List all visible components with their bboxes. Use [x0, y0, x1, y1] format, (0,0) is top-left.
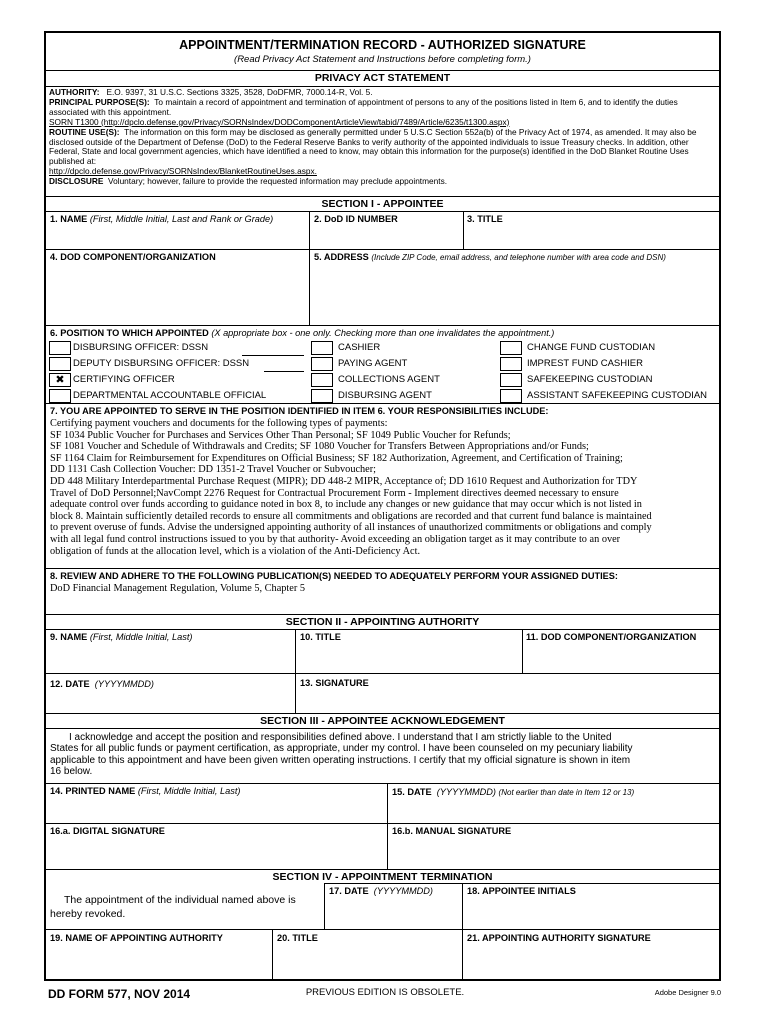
position-departmental-accountable: DEPARTMENTAL ACCOUNTABLE OFFICIAL [73, 390, 267, 401]
position-cashier: CASHIER [338, 342, 381, 353]
divider [46, 196, 719, 197]
responsibility-line: Certifying payment vouchers and documents for the following types of payments: [50, 418, 388, 429]
field-3-title[interactable]: 3. TITLE [467, 214, 503, 224]
field-6-position: 6. POSITION TO WHICH APPOINTED (X appropriate box - one only. Checking more than one invalidates the appointment.) [50, 328, 555, 338]
privacy-heading: PRIVACY ACT STATEMENT [314, 72, 451, 84]
position-safekeeping: SAFEKEEPING CUSTODIAN [527, 374, 653, 385]
divider [324, 883, 719, 884]
field-16b-manual-signature[interactable]: 16.b. MANUAL SIGNATURE [392, 826, 512, 836]
position-disbursing-agent: DISBURSING AGENT [338, 390, 432, 401]
responsibility-line: adequate control over funds according to guidance noted in box 8, to include any changes or new guidance that may occur which is not listed in [50, 499, 642, 511]
ack-line: applicable to this appointment and have been given written operating instructions. I certify that my official signature is shown in item [50, 754, 631, 766]
responsibilities-text[interactable] [50, 418, 718, 557]
disclosure-text: Voluntary; however, failure to provide the requested information may preclude appointments. [108, 176, 448, 187]
position-collections-agent: COLLECTIONS AGENT [338, 374, 440, 385]
field-5-address[interactable]: 5. ADDRESS (Include ZIP Code, email address, and telephone number with area code and DSN) [314, 252, 666, 262]
position-disbursing-officer: DISBURSING OFFICER: DSSN [73, 342, 209, 353]
responsibility-line: DD 448 Military Interdepartmental Purchase Request (MIPR); DD 448-2 MIPR, Acceptance of; DD 1610 Request and Authorization for TDY [50, 475, 638, 487]
privacy-statement [49, 88, 717, 187]
checkbox-departmental-accountable[interactable] [49, 389, 71, 403]
divider [462, 883, 463, 929]
authority-label: AUTHORITY: [49, 87, 100, 97]
purpose-label: PRINCIPAL PURPOSE(S): [49, 96, 150, 107]
divider [522, 629, 523, 673]
field-21-authority-signature[interactable]: 21. APPOINTING AUTHORITY SIGNATURE [467, 933, 651, 943]
field-2-dod-id[interactable]: 2. DoD ID NUMBER [314, 214, 398, 224]
divider [46, 869, 719, 870]
position-assistant-safekeeping: ASSISTANT SAFEKEEPING CUSTODIAN [527, 390, 708, 401]
divider [46, 249, 719, 250]
field-10-title[interactable]: 10. TITLE [300, 632, 341, 642]
divider [46, 728, 719, 729]
field-19-authority-name[interactable]: 19. NAME OF APPOINTING AUTHORITY [50, 933, 223, 943]
responsibility-line: obligation of funds at the allocation level, which is a violation of the Anti-Deficiency Act. [50, 545, 421, 557]
revocation-line: The appointment of the individual named above is [64, 894, 296, 906]
checkbox-cashier[interactable] [311, 341, 333, 355]
ack-line: 16 below. [50, 765, 93, 777]
divider [272, 929, 273, 979]
section-3-heading: SECTION III - APPOINTEE ACKNOWLEDGEMENT [260, 715, 505, 727]
divider [46, 629, 719, 630]
responsibility-line: SF 1034 Public Voucher for Purchases and Services Other Than Personal; SF 1049 Public Voucher for Refunds; [50, 429, 511, 441]
sorn-link[interactable]: SORN T1300 (http://dpclo.defense.gov/Privacy/SORNsIndex/DODComponentArticleView/tabid/7489/Article/6235/t1300.aspx) [49, 116, 510, 127]
routine-uses-link[interactable]: http://dpclo.defense.gov/Privacy/SORNsIndex/BlanketRoutineUses.aspx. [49, 166, 317, 177]
checkbox-assistant-safekeeping[interactable] [500, 389, 522, 403]
divider [46, 823, 719, 824]
field-15-date[interactable]: 15. DATE (YYYYMMDD) (Not earlier than date in Item 12 or 13) [392, 787, 635, 797]
form-identifier: DD FORM 577, NOV 2014 [48, 987, 191, 1001]
section-2-heading: SECTION II - APPOINTING AUTHORITY [285, 616, 480, 628]
divider [46, 403, 719, 404]
divider [46, 713, 719, 714]
purpose-text: To maintain a record of appointment and termination of appointment of persons to any of the positions listed in Item 6, and to identify the duties associated with this appointment. [49, 96, 678, 117]
position-deputy-disbursing: DEPUTY DISBURSING OFFICER: DSSN [73, 358, 250, 369]
edition-notice: PREVIOUS EDITION IS OBSOLETE. [305, 987, 465, 998]
checkbox-certifying-officer[interactable]: ✖ [49, 373, 71, 387]
field-12-date[interactable]: 12. DATE (YYYYMMDD) [50, 679, 154, 689]
divider [46, 325, 719, 326]
checkbox-safekeeping[interactable] [500, 373, 522, 387]
divider [46, 568, 719, 569]
divider [46, 783, 719, 784]
divider [46, 614, 719, 615]
section-4-heading: SECTION IV - APPOINTMENT TERMINATION [272, 871, 493, 883]
responsibility-line: block 8. Maintain sufficiently detailed records to ensure all commitments and obligations are recorded and that current fund balance is maintained [50, 510, 652, 522]
divider [46, 673, 719, 674]
divider [462, 929, 463, 979]
ack-line: I acknowledge and accept the position and responsibilities defined above. I understand that I am strictly liable to the United [69, 732, 612, 743]
responsibility-line: Travel of DoD Personnel;NavCompt 2276 Request for Contractual Procurement Form - Implement directives deemed necessary to ensure [50, 487, 619, 499]
divider [463, 211, 464, 249]
checkbox-paying-agent[interactable] [311, 357, 333, 371]
ack-line: States for all public funds or payment certification, as appropriate, under my control. I have been counseled on my pecuniary liability [50, 743, 633, 755]
dd-form-577 [44, 31, 721, 981]
responsibility-line: to prevent overuse of funds. Advise the undersigned appointing authority of all instances of unauthorized commitments or obligations and comply [50, 522, 652, 534]
field-20-title[interactable]: 20. TITLE [277, 933, 318, 943]
field-1-name[interactable]: 1. NAME (First, Middle Initial, Last and Rank or Grade) [50, 214, 274, 224]
field-11-component[interactable]: 11. DOD COMPONENT/ORGANIZATION [526, 632, 697, 642]
field-8-publications-label: 8. REVIEW AND ADHERE TO THE FOLLOWING PUBLICATION(S) NEEDED TO ADEQUATELY PERFORM YOUR ASSIGNED DUTIES: [50, 571, 618, 581]
field-17-date[interactable]: 17. DATE (YYYYMMDD) [329, 886, 433, 896]
checkbox-deputy-disbursing[interactable] [49, 357, 71, 371]
field-9-name[interactable]: 9. NAME (First, Middle Initial, Last) [50, 632, 193, 642]
position-paying-agent: PAYING AGENT [338, 358, 408, 369]
divider [295, 629, 296, 713]
form-title: APPOINTMENT/TERMINATION RECORD - AUTHORIZED SIGNATURE [179, 38, 586, 52]
revocation-line: hereby revoked. [50, 908, 126, 920]
position-imprest-fund: IMPREST FUND CASHIER [527, 358, 643, 369]
responsibility-line: SF 1164 Claim for Reimbursement for Expenditures on Official Business; SF 182 Authorization, Agreement, and Certification of Training; [50, 452, 623, 464]
checkbox-disbursing-agent[interactable] [311, 389, 333, 403]
dssn-blank[interactable] [264, 371, 304, 372]
software-credit: Adobe Designer 9.0 [654, 988, 721, 997]
revocation-statement [50, 893, 296, 921]
field-16a-digital-signature[interactable]: 16.a. DIGITAL SIGNATURE [50, 826, 165, 836]
checkbox-disbursing-officer[interactable] [49, 341, 71, 355]
checkbox-imprest-fund[interactable] [500, 357, 522, 371]
divider [309, 211, 310, 325]
divider [324, 883, 325, 929]
responsibility-line: DD 1131 Cash Collection Voucher: DD 1351-2 Travel Voucher or Subvoucher; [50, 464, 377, 476]
authority-text: E.O. 9397, 31 U.S.C. Sections 3325, 3528, DoDFMR, 7000.14-R, Vol. 5. [106, 87, 373, 97]
checkbox-collections-agent[interactable] [311, 373, 333, 387]
field-7-responsibilities-label: 7. YOU ARE APPOINTED TO SERVE IN THE POSITION IDENTIFIED IN ITEM 6. YOUR RESPONSIBILITIES INCLUDE: [50, 406, 549, 416]
section-1-heading: SECTION I - APPOINTEE [321, 198, 444, 210]
divider [46, 929, 719, 930]
position-change-fund: CHANGE FUND CUSTODIAN [527, 342, 656, 353]
checkbox-change-fund[interactable] [500, 341, 522, 355]
responsibility-line: with all legal fund control instructions issued to you by that authority- Avoid exceeding an obligation target as it may contribute to an over [50, 533, 621, 545]
form-subtitle: (Read Privacy Act Statement and Instructions before completing form.) [234, 54, 531, 65]
disclosure-label: DISCLOSURE [49, 176, 104, 187]
field-4-component[interactable]: 4. DOD COMPONENT/ORGANIZATION [50, 252, 216, 262]
divider [46, 70, 719, 71]
field-18-initials[interactable]: 18. APPOINTEE INITIALS [467, 886, 576, 896]
responsibility-line: SF 1081 Voucher and Schedule of Withdrawals and Credits; SF 1080 Voucher for Transfers Between Appropriations and/or Funds; [50, 441, 589, 453]
field-14-printed-name[interactable]: 14. PRINTED NAME (First, Middle Initial, Last) [50, 786, 241, 796]
dssn-blank[interactable] [242, 355, 304, 356]
divider [387, 783, 388, 869]
field-13-signature[interactable]: 13. SIGNATURE [300, 678, 369, 688]
divider [46, 211, 719, 212]
position-certifying-officer: CERTIFYING OFFICER [73, 374, 175, 385]
routine-label: ROUTINE USE(S): [49, 126, 120, 137]
acknowledgement-text [50, 732, 718, 777]
routine-text: The information on this form may be disclosed as generally permitted under 5 U.S.C Section 552a(b) of the Privacy Act of 1974, as amended. It may also be disclosed outside of the Department of Defense (DoD) to the Federal Reserve Banks to verify authority of the appointed individuals to issue Treasury checks. In addition, other Federal, State and local government agencies, which have identified a need to know, may obtain this information for the purpose(s) identified in the DoD Blanket Routine Uses published at: [49, 126, 697, 167]
field-8-publications-value[interactable]: DoD Financial Management Regulation, Volume 5, Chapter 5 [50, 583, 305, 594]
